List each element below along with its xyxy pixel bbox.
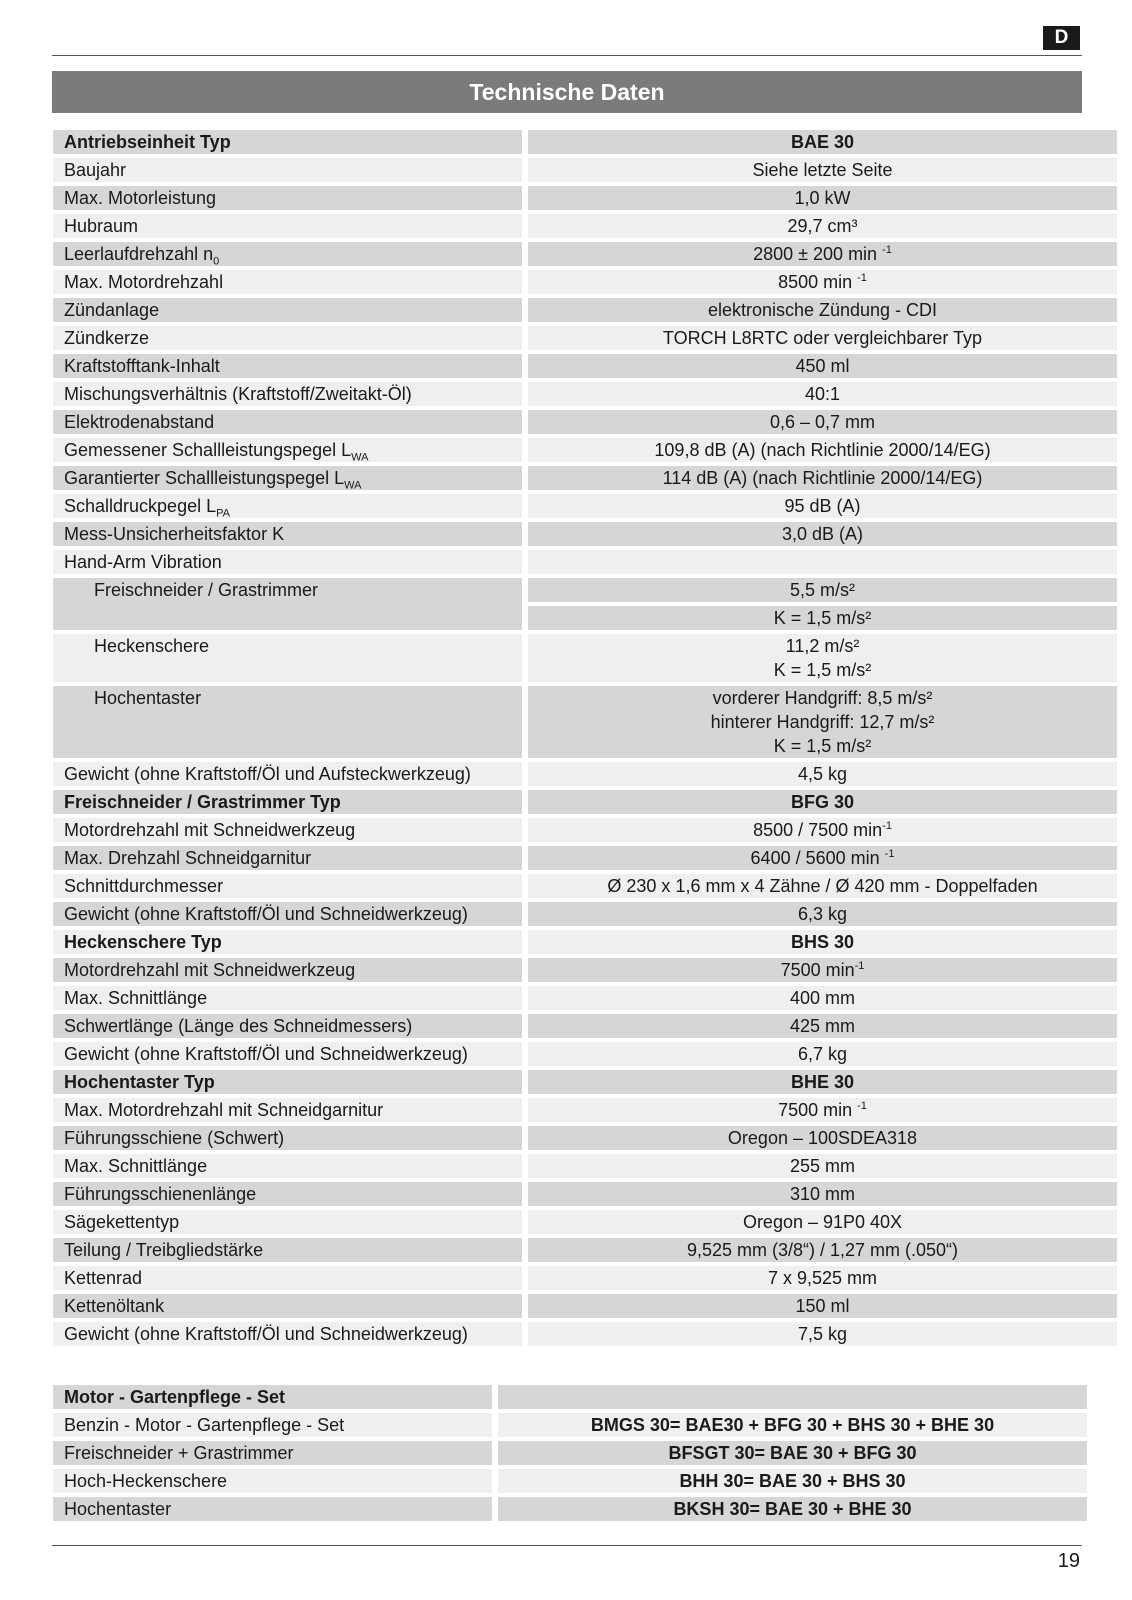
value-superscript: -1: [857, 272, 867, 284]
row-value: [528, 550, 1117, 574]
row-label: Mischungsverhältnis (Kraftstoff/Zweitakt-Öl): [53, 382, 522, 406]
row-label: Führungsschiene (Schwert): [53, 1126, 522, 1150]
row-value: 400 mm: [528, 986, 1117, 1010]
header-rule: [52, 55, 1082, 56]
row-value: [528, 958, 1117, 982]
row-label: Max. Schnittlänge: [53, 1154, 522, 1178]
row-label: Max. Motordrehzahl mit Schneidgarnitur: [53, 1098, 522, 1122]
value-text: 7500 min: [780, 960, 855, 980]
value-superscript: -1: [857, 1100, 867, 1112]
table-row: [53, 382, 1117, 406]
table-row: [53, 1322, 1117, 1346]
value-line: K = 1,5 m/s²: [528, 602, 1117, 630]
row-value: 6,7 kg: [528, 1042, 1117, 1066]
row-value: [528, 846, 1117, 870]
table-row: [53, 466, 1117, 490]
table-row: [53, 270, 1117, 294]
label-subscript: WA: [351, 451, 369, 464]
row-value: 9,525 mm (3/8“) / 1,27 mm (.050“): [528, 1238, 1117, 1262]
table-row: [53, 874, 1117, 898]
row-label: Schwertlänge (Länge des Schneidmessers): [53, 1014, 522, 1038]
row-label: Motordrehzahl mit Schneidwerkzeug: [53, 818, 522, 842]
section-header-trimmer: [53, 790, 1117, 814]
row-value: 4,5 kg: [528, 762, 1117, 786]
row-value: [528, 634, 1117, 682]
row-value: BFSGT 30= BAE 30 + BFG 30: [498, 1441, 1087, 1465]
row-label: Max. Motorleistung: [53, 186, 522, 210]
value-text: 8500 min: [778, 272, 853, 292]
table-row: [53, 578, 1117, 630]
table-row: [53, 522, 1117, 546]
row-label: Gewicht (ohne Kraftstoff/Öl und Schneidwerkzeug): [53, 1322, 522, 1346]
section-header-sets: [53, 1385, 1087, 1409]
row-label: Freischneider / Grastrimmer Typ: [53, 790, 522, 814]
row-value: 425 mm: [528, 1014, 1117, 1038]
value-superscript: -1: [854, 960, 865, 972]
table-row: [53, 1413, 1087, 1437]
row-value: 310 mm: [528, 1182, 1117, 1206]
row-label: Hochentaster: [53, 1497, 492, 1521]
label-text: Garantierter Schallleistungspegel L: [64, 468, 345, 488]
table-row: [53, 846, 1117, 870]
row-value: [528, 818, 1117, 842]
value-superscript: -1: [882, 244, 892, 256]
row-value: 450 ml: [528, 354, 1117, 378]
row-label: Gewicht (ohne Kraftstoff/Öl und Schneidwerkzeug): [53, 1042, 522, 1066]
row-label: Max. Schnittlänge: [53, 986, 522, 1010]
row-value: [528, 1098, 1117, 1122]
row-label: Hand-Arm Vibration: [53, 550, 522, 574]
row-value: 150 ml: [528, 1294, 1117, 1318]
row-value: TORCH L8RTC oder vergleichbarer Typ: [528, 326, 1117, 350]
table-row: [53, 902, 1117, 926]
value-text: 6400 / 5600 min: [750, 848, 880, 868]
row-value: [528, 242, 1117, 266]
footer-rule: [52, 1545, 1082, 1546]
value-line: K = 1,5 m/s²: [773, 736, 872, 756]
table-row: [53, 1469, 1087, 1493]
row-label: Heckenschere Typ: [53, 930, 522, 954]
row-value: BAE 30: [528, 130, 1117, 154]
row-value: 0,6 – 0,7 mm: [528, 410, 1117, 434]
table-row: [53, 1182, 1117, 1206]
table-row: [53, 354, 1117, 378]
row-label: Gewicht (ohne Kraftstoff/Öl und Schneidwerkzeug): [53, 902, 522, 926]
row-label: Kettenrad: [53, 1266, 522, 1290]
row-label: Zündkerze: [53, 326, 522, 350]
row-label: Baujahr: [53, 158, 522, 182]
value-line: vorderer Handgriff: 8,5 m/s²: [712, 688, 933, 708]
label-subscript: 0: [213, 255, 220, 268]
table-row: [53, 986, 1117, 1010]
value-text: 7500 min: [778, 1100, 853, 1120]
table-row: [53, 158, 1117, 182]
table-row: [53, 686, 1117, 758]
spec-table: [53, 126, 1117, 1350]
value-text: 8500 / 7500 min: [753, 820, 883, 840]
row-label: Antriebseinheit Typ: [53, 130, 522, 154]
value-superscript: -1: [884, 848, 895, 860]
row-label: Hoch-Heckenschere: [53, 1469, 492, 1493]
table-row: [53, 1042, 1117, 1066]
label-subscript: WA: [344, 479, 362, 492]
row-value: Ø 230 x 1,6 mm x 4 Zähne / Ø 420 mm - Doppelfaden: [528, 874, 1117, 898]
label-text: Schalldruckpegel L: [64, 496, 217, 516]
row-value: [528, 686, 1117, 758]
row-label: Zündanlage: [53, 298, 522, 322]
section-header-engine: [53, 130, 1117, 154]
row-label: Hubraum: [53, 214, 522, 238]
row-value: Oregon – 100SDEA318: [528, 1126, 1117, 1150]
value-line: 5,5 m/s²: [789, 580, 855, 600]
label-text: Leerlaufdrehzahl n: [64, 244, 214, 264]
table-row: [53, 762, 1117, 786]
table-row: [53, 438, 1117, 462]
row-label: Schnittdurchmesser: [53, 874, 522, 898]
table-row: [53, 326, 1117, 350]
value-line: 11,2 m/s²: [785, 636, 860, 656]
row-value: 6,3 kg: [528, 902, 1117, 926]
row-value: BFG 30: [528, 790, 1117, 814]
row-value: 109,8 dB (A) (nach Richtlinie 2000/14/EG): [528, 438, 1117, 462]
table-row: [53, 634, 1117, 682]
row-label: Freischneider / Grastrimmer: [53, 578, 522, 630]
set-table: [53, 1381, 1087, 1525]
row-label: Motordrehzahl mit Schneidwerkzeug: [53, 958, 522, 982]
label-text: Gemessener Schallleistungspegel L: [64, 440, 352, 460]
value-superscript: -1: [882, 820, 892, 832]
row-label: Teilung / Treibgliedstärke: [53, 1238, 522, 1262]
row-label: Heckenschere: [53, 634, 522, 682]
row-label: Kettenöltank: [53, 1294, 522, 1318]
table-row: [53, 1497, 1087, 1521]
row-label: [53, 242, 522, 266]
table-row: [53, 1238, 1117, 1262]
row-label: [53, 438, 522, 462]
page-title: Technische Daten: [52, 71, 1082, 113]
row-value: BKSH 30= BAE 30 + BHE 30: [498, 1497, 1087, 1521]
row-label: Hochentaster Typ: [53, 1070, 522, 1094]
row-value: [528, 270, 1117, 294]
row-label: Hochentaster: [53, 686, 522, 758]
row-label: Benzin - Motor - Gartenpflege - Set: [53, 1413, 492, 1437]
value-line: K = 1,5 m/s²: [773, 660, 872, 680]
row-label: Kraftstofftank-Inhalt: [53, 354, 522, 378]
table-row: [53, 818, 1117, 842]
language-badge: D: [1043, 26, 1080, 50]
row-value: BHE 30: [528, 1070, 1117, 1094]
row-value: [498, 1385, 1087, 1409]
table-row: [53, 1294, 1117, 1318]
row-label: Mess-Unsicherheitsfaktor K: [53, 522, 522, 546]
table-row: [53, 1126, 1117, 1150]
row-label: Freischneider + Grastrimmer: [53, 1441, 492, 1465]
table-row: [53, 298, 1117, 322]
table-row: [53, 1014, 1117, 1038]
row-value: 255 mm: [528, 1154, 1117, 1178]
row-value: 114 dB (A) (nach Richtlinie 2000/14/EG): [528, 466, 1117, 490]
row-value: 1,0 kW: [528, 186, 1117, 210]
row-value: Oregon – 91P0 40X: [528, 1210, 1117, 1234]
table-row: [53, 494, 1117, 518]
row-value: 40:1: [528, 382, 1117, 406]
table-row: [53, 550, 1117, 574]
row-value: 3,0 dB (A): [528, 522, 1117, 546]
section-header-pole: [53, 1070, 1117, 1094]
row-label: Sägekettentyp: [53, 1210, 522, 1234]
table-row: [53, 214, 1117, 238]
row-value: BMGS 30= BAE30 + BFG 30 + BHS 30 + BHE 30: [498, 1413, 1087, 1437]
table-row: [53, 1098, 1117, 1122]
row-value: 29,7 cm³: [528, 214, 1117, 238]
row-label: Führungsschienenlänge: [53, 1182, 522, 1206]
row-value: Siehe letzte Seite: [528, 158, 1117, 182]
row-label: Max. Motordrehzahl: [53, 270, 522, 294]
table-row: [53, 1210, 1117, 1234]
row-value: BHS 30: [528, 930, 1117, 954]
value-line: hinterer Handgriff: 12,7 m/s²: [710, 712, 935, 732]
row-label: Max. Drehzahl Schneidgarnitur: [53, 846, 522, 870]
row-label: Motor - Gartenpflege - Set: [53, 1385, 492, 1409]
row-value: 7,5 kg: [528, 1322, 1117, 1346]
row-label: Gewicht (ohne Kraftstoff/Öl und Aufsteckwerkzeug): [53, 762, 522, 786]
page-number: 19: [1057, 1550, 1080, 1572]
section-header-hedge: [53, 930, 1117, 954]
row-label: [53, 494, 522, 518]
row-label: Elektrodenabstand: [53, 410, 522, 434]
table-row: [53, 958, 1117, 982]
table-row: [53, 1266, 1117, 1290]
row-value: 7 x 9,525 mm: [528, 1266, 1117, 1290]
table-row: [53, 410, 1117, 434]
row-label: [53, 466, 522, 490]
row-value: BHH 30= BAE 30 + BHS 30: [498, 1469, 1087, 1493]
table-row: [53, 1154, 1117, 1178]
table-row: [53, 1441, 1087, 1465]
label-subscript: PA: [216, 507, 230, 520]
table-row: [53, 186, 1117, 210]
row-value: elektronische Zündung - CDI: [528, 298, 1117, 322]
value-text: 2800 ± 200 min: [753, 244, 878, 264]
row-value: [528, 578, 1117, 630]
row-value: 95 dB (A): [528, 494, 1117, 518]
table-row: [53, 242, 1117, 266]
